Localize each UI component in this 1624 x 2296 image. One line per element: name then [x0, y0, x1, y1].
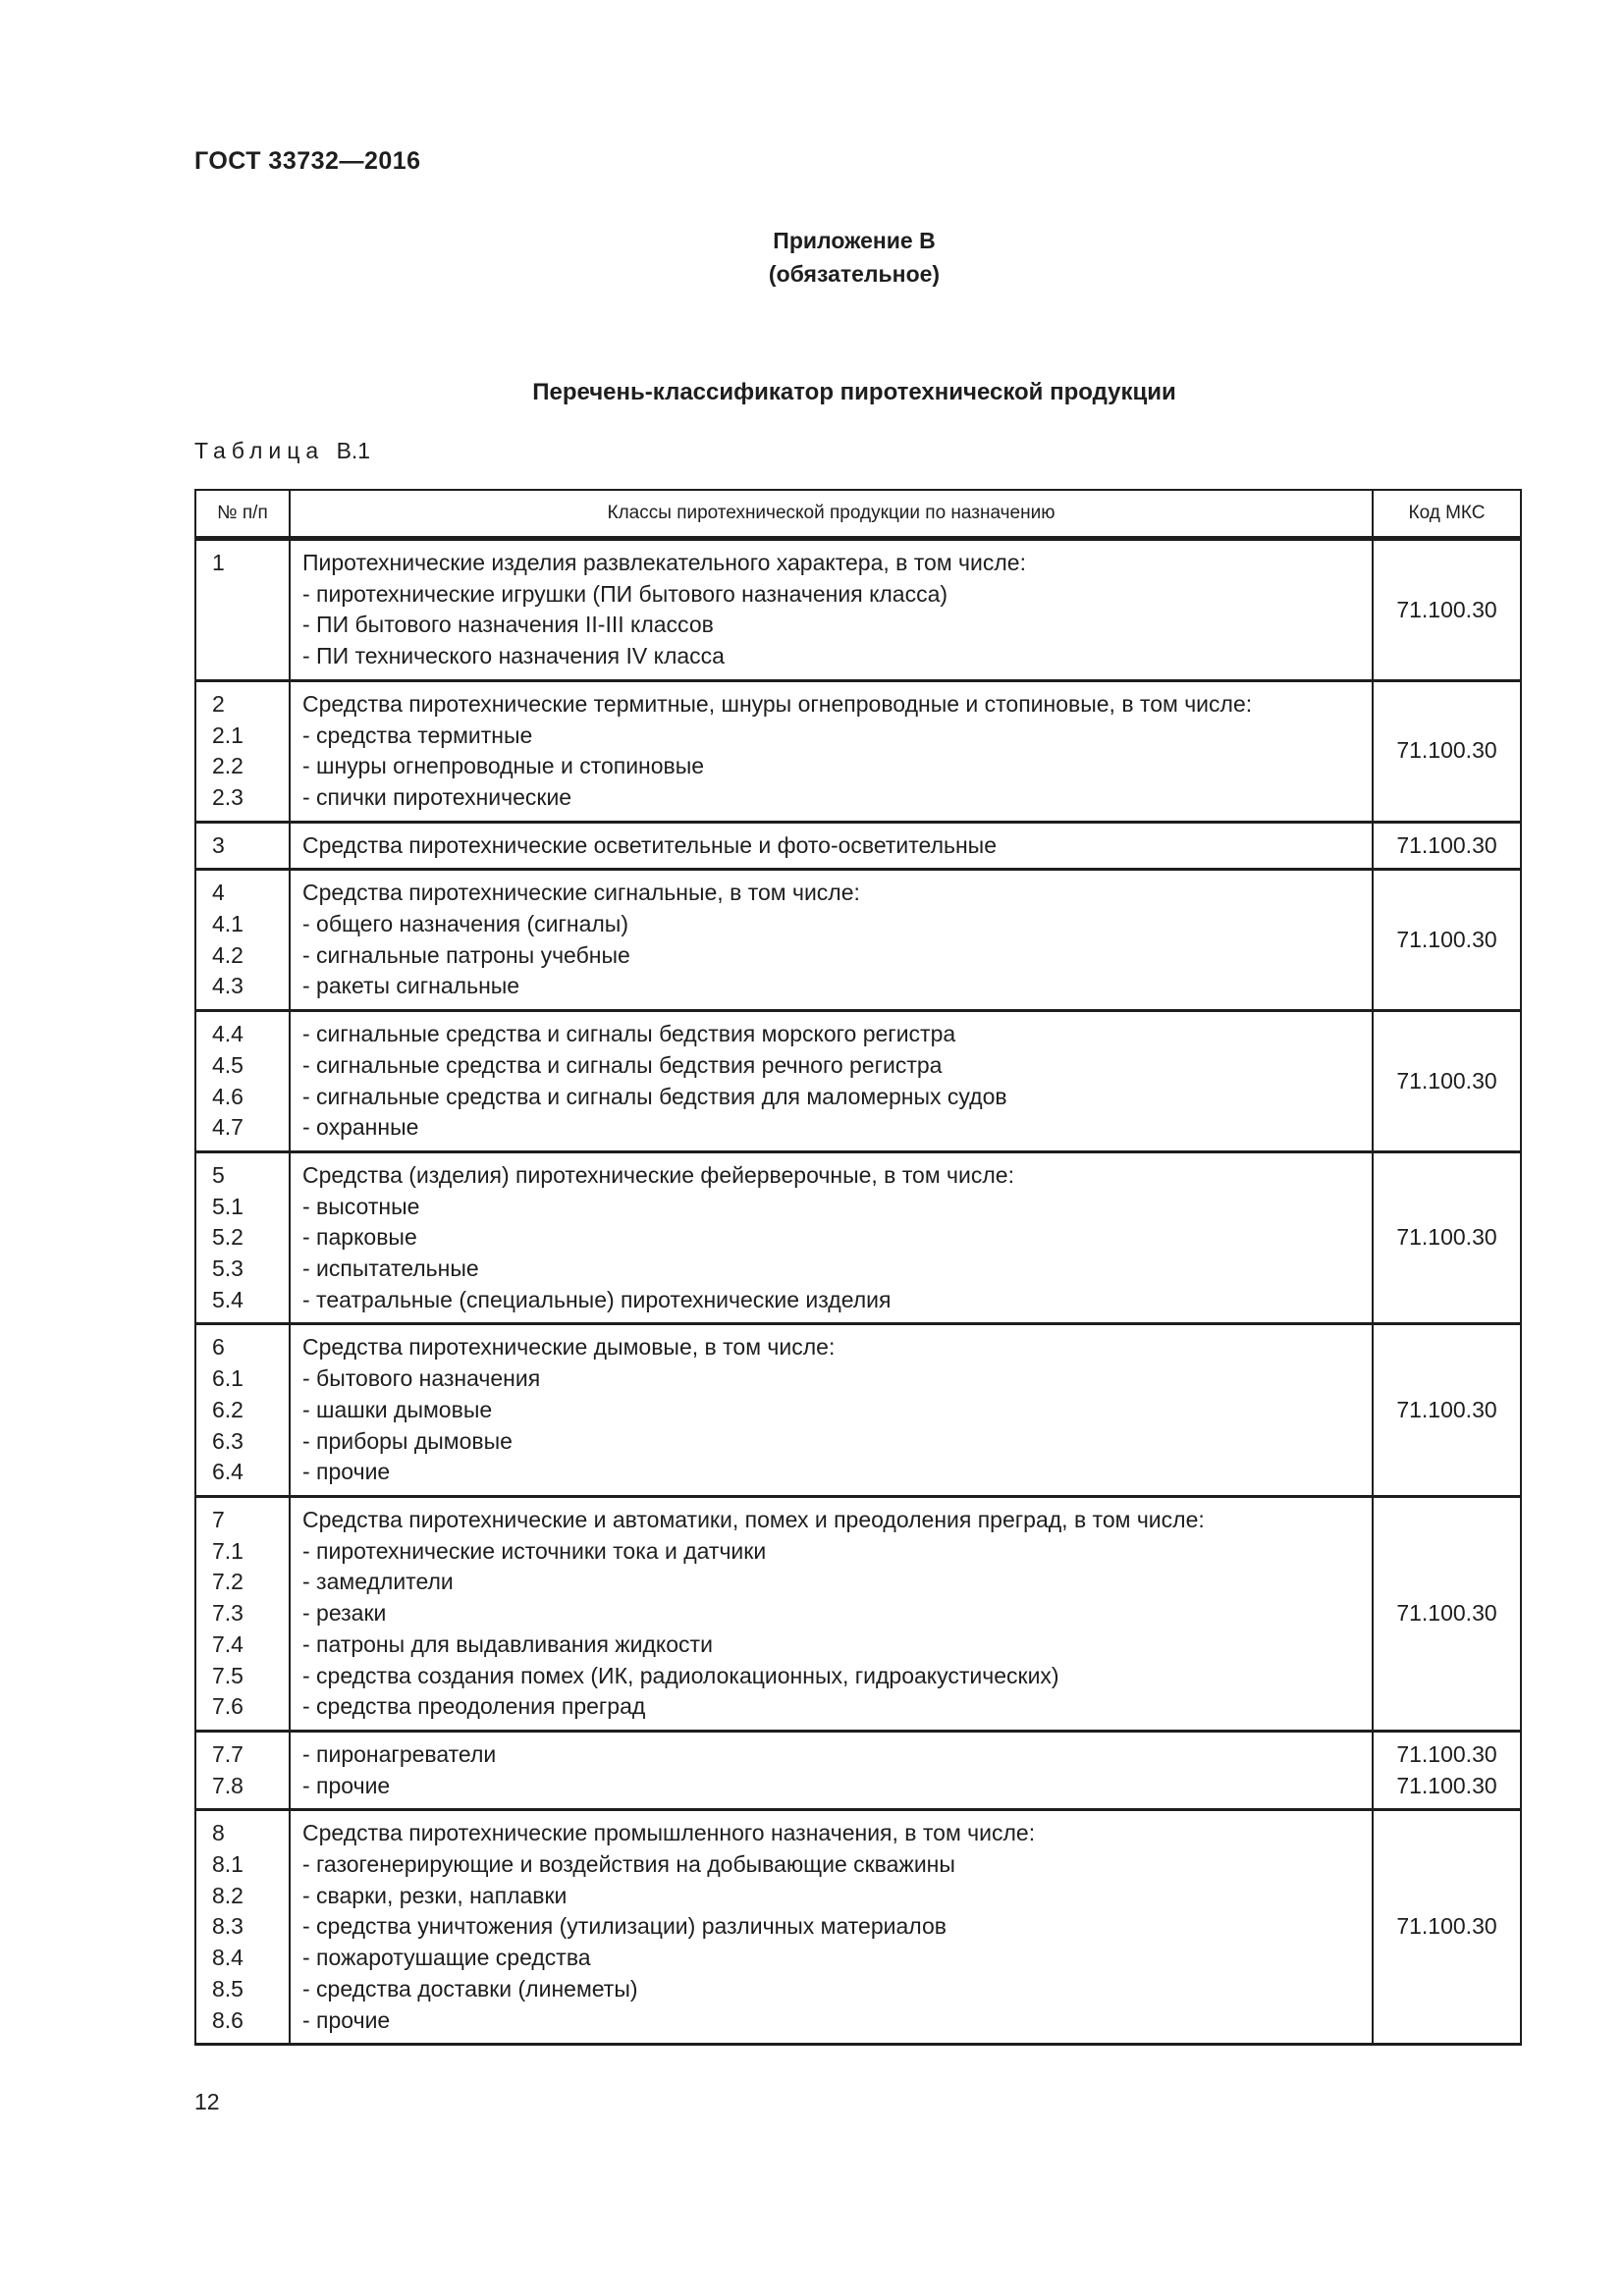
document-title: Перечень-классификатор пиротехнической продукции: [532, 379, 1176, 405]
row-number: 7.5: [212, 1662, 244, 1688]
description-line: - ПИ технического назначения IV класса: [302, 643, 725, 669]
mks-code: 71.100.30: [1396, 1740, 1497, 1767]
description-line: - бытового назначения: [302, 1365, 541, 1392]
description-line: - ПИ бытового назначения II-III классов: [302, 612, 714, 638]
row-number: 1: [212, 550, 225, 575]
description-line: - общего назначения (сигналы): [302, 911, 628, 937]
table-row: [195, 1731, 1521, 1809]
row-number: 2: [212, 690, 225, 717]
row-number: 2.3: [212, 783, 244, 810]
description-line: - средства преодоления преград: [302, 1693, 646, 1720]
description-line: - пиротехнические источники тока и датчики: [302, 1537, 767, 1564]
row-code: [1373, 1011, 1521, 1152]
row-description: [290, 1011, 1373, 1152]
row-number: 7.6: [212, 1693, 244, 1720]
table-row: [195, 1151, 1521, 1324]
mks-code: 71.100.30: [1396, 1396, 1497, 1422]
row-number: 7.8: [212, 1772, 244, 1798]
row-code: [1373, 870, 1521, 1011]
table-row: [195, 539, 1521, 681]
row-code: [1373, 680, 1521, 822]
description-line: - газогенерирующие и воздействия на добывающие скважины: [302, 1851, 955, 1878]
description-line: - пиронагреватели: [302, 1740, 497, 1767]
description-line: - высотные: [302, 1193, 420, 1219]
table-body: [195, 539, 1521, 2045]
table-row: [195, 1011, 1521, 1152]
row-number: 5.3: [212, 1255, 244, 1282]
row-numbers: [195, 1496, 290, 1731]
description-line: - сварки, резки, наплавки: [302, 1882, 568, 1908]
row-number: 8: [212, 1820, 225, 1846]
row-number: 4.2: [212, 941, 244, 968]
row-number: 4: [212, 880, 225, 906]
row-number: 4.3: [212, 973, 244, 999]
row-number: 8.1: [212, 1851, 244, 1878]
mks-code: 71.100.30: [1396, 737, 1497, 764]
row-code: [1373, 1496, 1521, 1731]
description-line: - прочие: [302, 2006, 391, 2033]
table-row: [195, 680, 1521, 822]
row-number: 7.7: [212, 1740, 244, 1767]
row-number: 6: [212, 1334, 225, 1361]
description-line: - замедлители: [302, 1569, 454, 1595]
row-number: 8.2: [212, 1882, 244, 1908]
description-line: - пиротехнические игрушки (ПИ бытового назначения класса): [302, 580, 948, 607]
description-line: - средства создания помех (ИК, радиолокационных, гидроакустических): [302, 1662, 1059, 1688]
description-line: - сигнальные средства и сигналы бедствия речного регистра: [302, 1051, 943, 1078]
description-line: - сигнальные средства и сигналы бедствия морского регистра: [302, 1021, 956, 1047]
mks-code: 71.100.30: [1396, 1913, 1497, 1940]
table-row: [195, 870, 1521, 1011]
row-number: 6.4: [212, 1459, 244, 1485]
row-number: 7: [212, 1506, 225, 1532]
description-line: - ракеты сигнальные: [302, 973, 520, 999]
row-code: [1373, 1731, 1521, 1809]
description-line: - средства уничтожения (утилизации) различных материалов: [302, 1913, 947, 1940]
description-line: Средства пиротехнические промышленного назначения, в том числе:: [302, 1820, 1036, 1846]
table-header-row: [195, 490, 1521, 539]
mks-code: 71.100.30: [1396, 1224, 1497, 1251]
description-line: - прочие: [302, 1772, 391, 1798]
description-line: - шашки дымовые: [302, 1396, 493, 1422]
table-row: [195, 1324, 1521, 1497]
row-number: 8.6: [212, 2006, 244, 2033]
row-number: 3: [212, 831, 225, 858]
mks-code: 71.100.30: [1396, 1067, 1497, 1094]
description-line: - прочие: [302, 1459, 391, 1485]
description-line: - сигнальные патроны учебные: [302, 941, 630, 968]
row-numbers: [195, 822, 290, 870]
row-numbers: [195, 1324, 290, 1497]
row-description: [290, 680, 1373, 822]
description-line: Средства пиротехнические термитные, шнуры огнепроводные и стопиновые, в том числе:: [302, 690, 1253, 717]
row-number: 5: [212, 1161, 225, 1188]
row-description: [290, 539, 1373, 681]
mks-code: 71.100.30: [1396, 1772, 1497, 1798]
description-line: Средства пиротехнические дымовые, в том числе:: [302, 1334, 836, 1361]
column-header-number: № п/п: [195, 490, 290, 539]
row-number: 7.4: [212, 1630, 244, 1657]
description-line: - средства доставки (линеметы): [302, 1975, 638, 2002]
row-number: 4.5: [212, 1051, 244, 1078]
row-number: 4.7: [212, 1114, 244, 1141]
row-description: [290, 1496, 1373, 1731]
row-number: 7.3: [212, 1600, 244, 1627]
mks-code: 71.100.30: [1396, 596, 1497, 622]
description-line: - сигнальные средства и сигналы бедствия для маломерных судов: [302, 1083, 1007, 1109]
description-line: - охранные: [302, 1114, 419, 1141]
row-number: 4.6: [212, 1083, 244, 1109]
row-number: 8.3: [212, 1913, 244, 1940]
row-description: [290, 1810, 1373, 2045]
row-numbers: [195, 1151, 290, 1324]
mks-code: 71.100.30: [1396, 1600, 1497, 1627]
appendix-title: Приложение В: [773, 228, 936, 253]
column-header-classes: Классы пиротехнической продукции по назначению: [290, 490, 1373, 539]
row-number: 7.2: [212, 1569, 244, 1595]
table-row: [195, 1810, 1521, 2045]
row-number: 4.4: [212, 1021, 244, 1047]
table-caption-word: Таблица: [194, 438, 325, 463]
description-line: - театральные (специальные) пиротехнические изделия: [302, 1286, 892, 1312]
row-description: [290, 1731, 1373, 1809]
mks-code: 71.100.30: [1396, 926, 1497, 952]
row-numbers: [195, 1731, 290, 1809]
description-line: - патроны для выдавливания жидкости: [302, 1630, 713, 1657]
description-line: - парковые: [302, 1224, 417, 1251]
row-number: 5.2: [212, 1224, 244, 1251]
row-number: 5.1: [212, 1193, 244, 1219]
row-numbers: [195, 1810, 290, 2045]
mks-code: 71.100.30: [1396, 831, 1497, 858]
row-number: 6.3: [212, 1427, 244, 1454]
description-line: - шнуры огнепроводные и стопиновые: [302, 753, 705, 779]
appendix-status: (обязательное): [768, 261, 941, 287]
description-line: Средства (изделия) пиротехнические фейерверочные, в том числе:: [302, 1161, 1014, 1188]
description-line: Средства пиротехнические сигнальные, в том числе:: [302, 880, 860, 906]
description-line: - средства термитные: [302, 721, 533, 748]
row-number: 4.1: [212, 911, 244, 937]
row-code: [1373, 539, 1521, 681]
row-number: 8.5: [212, 1975, 244, 2002]
row-number: 2.2: [212, 753, 244, 779]
row-number: 2.1: [212, 721, 244, 748]
row-numbers: [195, 870, 290, 1011]
row-number: 8.4: [212, 1945, 244, 1971]
description-line: Средства пиротехнические и автоматики, помех и преодоления преград, в том числе:: [302, 1506, 1205, 1532]
row-numbers: [195, 1011, 290, 1152]
row-code: [1373, 1151, 1521, 1324]
row-description: [290, 870, 1373, 1011]
description-line: - приборы дымовые: [302, 1427, 513, 1454]
description-line: - пожаротушащие средства: [302, 1945, 591, 1971]
table-caption: [194, 438, 370, 464]
description-line: Пиротехнические изделия развлекательного характера, в том числе:: [302, 550, 1026, 575]
row-code: [1373, 822, 1521, 870]
page-number: 12: [194, 2089, 220, 2114]
row-code: [1373, 1324, 1521, 1497]
row-number: 6.2: [212, 1396, 244, 1422]
appendix-heading: [0, 224, 1624, 291]
table-caption-number: В.1: [336, 438, 371, 463]
row-number: 6.1: [212, 1365, 244, 1392]
row-numbers: [195, 680, 290, 822]
table-row: [195, 822, 1521, 870]
row-number: 5.4: [212, 1286, 244, 1312]
description-line: Средства пиротехнические осветительные и фото-осветительные: [302, 831, 997, 858]
row-code: [1373, 1810, 1521, 2045]
row-description: [290, 1151, 1373, 1324]
column-header-code: Код МКС: [1373, 490, 1521, 539]
classification-table: [194, 489, 1522, 2046]
row-description: [290, 1324, 1373, 1497]
row-number: 7.1: [212, 1537, 244, 1564]
document-code: ГОСТ 33732—2016: [194, 147, 421, 175]
row-description: [290, 822, 1373, 870]
description-line: - испытательные: [302, 1255, 479, 1282]
description-line: - спички пиротехнические: [302, 783, 572, 810]
row-numbers: [195, 539, 290, 681]
table-row: [195, 1496, 1521, 1731]
description-line: - резаки: [302, 1600, 387, 1627]
